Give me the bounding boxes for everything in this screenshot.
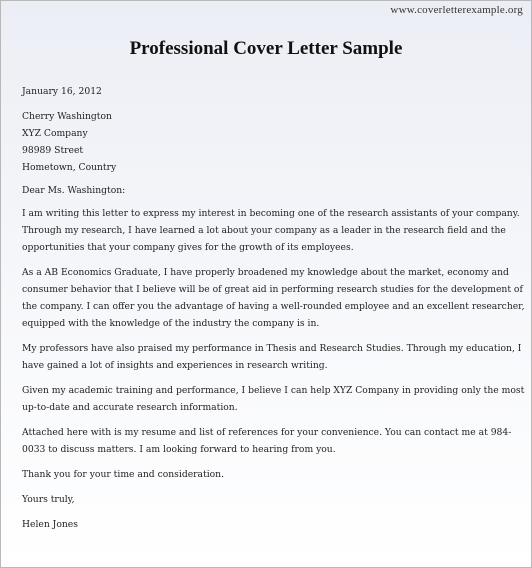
paragraph-line: opportunities that your company gives for the growth of its employees. xyxy=(22,242,354,253)
document-title: Professional Cover Letter Sample xyxy=(129,38,403,59)
closing: Yours truly, xyxy=(22,494,75,505)
paragraph-6 xyxy=(22,466,518,483)
paragraph-4 xyxy=(22,382,525,416)
paragraph-line: My professors have also praised my performance in Thesis and Research Studies. Through my education, I xyxy=(22,343,522,354)
paragraph-line: Thank you for your time and consideration. xyxy=(22,469,225,480)
paragraph-line: equipped with the knowledge of the industry the company is in. xyxy=(22,318,320,329)
paragraph-line: the company. I can offer you the advantage of having a well-rounded employee and an excellent researcher, xyxy=(22,301,525,312)
paragraph-line: Given my academic training and performance, I believe I can help XYZ Company in providing only the most xyxy=(22,385,525,396)
letter-body xyxy=(22,83,525,533)
recipient-address xyxy=(22,108,518,176)
paragraph-line: 0033 to discuss matters. I am looking forward to hearing from you. xyxy=(22,444,336,455)
salutation: Dear Ms. Washington: xyxy=(22,185,126,196)
paragraph-line: Attached here with is my resume and list of references for your convenience. You can contact me at 984- xyxy=(22,427,512,438)
paragraph-line: As a AB Economics Graduate, I have properly broadened my knowledge about the market, economy and xyxy=(22,267,509,278)
signature-name: Helen Jones xyxy=(22,519,78,530)
letter-date: January 16, 2012 xyxy=(22,86,102,97)
recipient-name: Cherry Washington xyxy=(22,111,112,122)
paragraph-line: consumer behavior that I believe will be of great aid in performing research studies for the development of xyxy=(22,284,523,295)
paragraph-line: have gained a lot of insights and experiences in research writing. xyxy=(22,360,328,371)
recipient-company: XYZ Company xyxy=(22,128,88,139)
paragraph-1 xyxy=(22,205,518,256)
paragraph-2 xyxy=(22,264,525,332)
paragraph-3 xyxy=(22,340,522,374)
paragraph-line: Through my research, I have learned a lot about your company as a leader in the research field and the xyxy=(22,225,506,236)
recipient-city: Hometown, Country xyxy=(22,162,117,173)
recipient-street: 98989 Street xyxy=(22,145,84,156)
site-url: www.coverletterexample.org xyxy=(390,4,523,16)
paragraph-5 xyxy=(22,424,518,458)
paragraph-line: up-to-date and accurate research information. xyxy=(22,402,238,413)
paragraph-line: I am writing this letter to express my interest in becoming one of the research assistants of your company. xyxy=(22,208,520,219)
